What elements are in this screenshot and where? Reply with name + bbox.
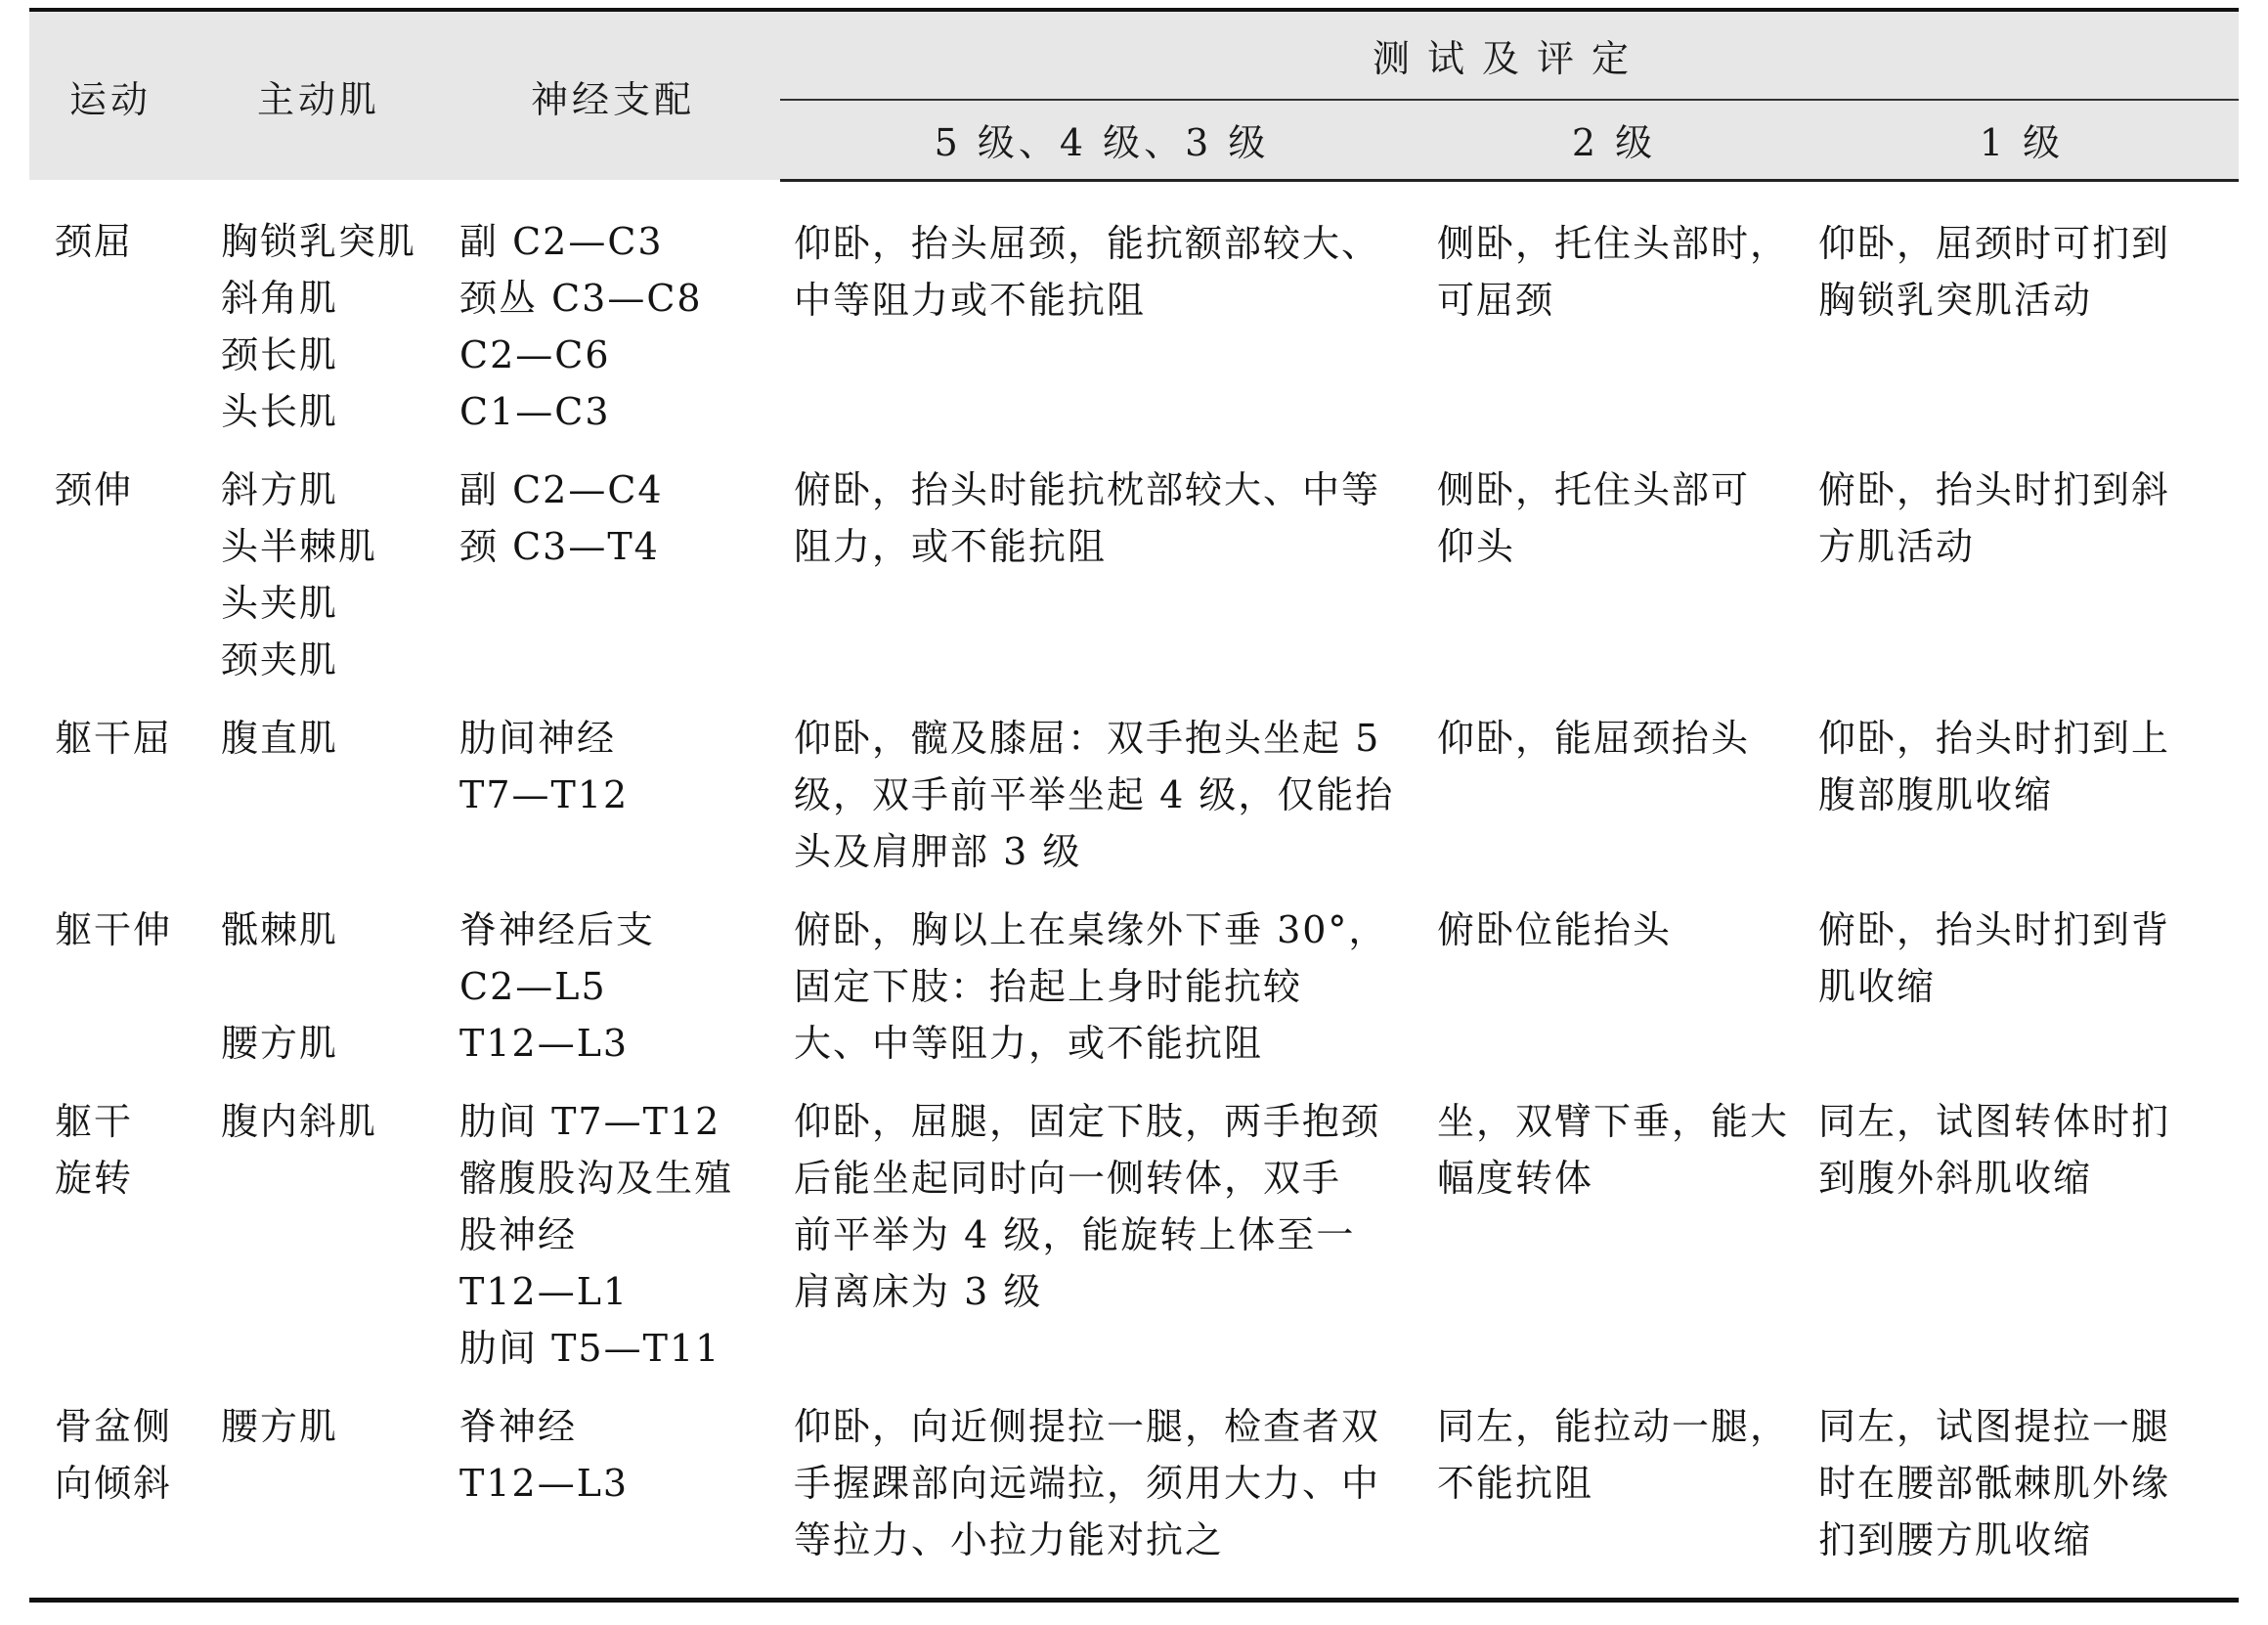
table-row (29, 1093, 2239, 1398)
cell-line: 幅度转体 (1437, 1157, 1594, 1200)
cell-muscle (192, 901, 446, 1093)
table-row (29, 180, 2239, 461)
cell-line: 颈夹肌 (221, 638, 339, 681)
cell-line: 颈屈 (55, 220, 134, 263)
cell-line: 俯卧，抬头时能抗枕部较大、中等 (794, 468, 1381, 511)
cell-line: 仰卧，屈颈时可扪到 (1818, 221, 2171, 265)
cell-line: 等拉力、小拉力能对抗之 (794, 1518, 1225, 1561)
cell-line: 旋转 (55, 1157, 134, 1200)
table-row (29, 1398, 2239, 1601)
cell-line: 腹直肌 (221, 717, 339, 760)
cell-line: 躯干屈 (55, 717, 173, 760)
cell-line: 股神经 (459, 1213, 578, 1256)
table-header (29, 10, 2239, 180)
muscle-test-table (29, 8, 2239, 1603)
cell-line: 头及肩胛部 3 级 (794, 830, 1082, 873)
header-grade-1: 1 级 (1805, 100, 2239, 180)
cell-muscle (192, 461, 446, 710)
cell-muscle (192, 1093, 446, 1398)
header-test-group: 测试及评定 (780, 10, 2239, 100)
header-muscle: 主动肌 (192, 10, 446, 180)
cell-nerve (446, 1398, 780, 1601)
cell-line: 腰方肌 (221, 1405, 339, 1448)
cell-line: 俯卧位能抬头 (1437, 908, 1673, 951)
table-row (29, 710, 2239, 901)
cell-grade-5-4-3 (780, 710, 1423, 901)
cell-line: 向倾斜 (55, 1462, 173, 1505)
cell-line: 斜方肌 (221, 468, 339, 511)
cell-line: 颈 C3—T4 (459, 525, 660, 568)
table-row (29, 461, 2239, 710)
cell-line: 阻力，或不能抗阻 (794, 525, 1108, 568)
cell-line: 侧卧，托住头部时， (1437, 221, 1790, 265)
cell-line: T12—L3 (459, 1022, 630, 1065)
cell-grade-1 (1805, 461, 2239, 710)
cell-line: 仰卧，抬头时扪到上 (1818, 717, 2171, 760)
cell-line: 仰卧，屈腿，固定下肢，两手抱颈 (794, 1100, 1381, 1143)
cell-line: 前平举为 4 级，能旋转上体至一 (794, 1213, 1356, 1256)
cell-line: 肋间 T5—T11 (459, 1327, 721, 1370)
cell-grade-2 (1423, 1093, 1805, 1398)
cell-line: 肋间 T7—T12 (459, 1100, 721, 1143)
table-row (29, 901, 2239, 1093)
cell-motion (29, 180, 192, 461)
cell-line: 头半棘肌 (221, 525, 378, 568)
cell-motion (29, 1398, 192, 1601)
cell-line: 到腹外斜肌收缩 (1818, 1157, 2093, 1200)
cell-line: 扪到腰方肌收缩 (1818, 1518, 2093, 1561)
header-grade-2: 2 级 (1423, 100, 1805, 180)
cell-line: 腰方肌 (221, 1022, 339, 1065)
cell-line: 侧卧，托住头部可 (1437, 468, 1751, 511)
cell-line: 同左，试图提拉一腿 (1818, 1405, 2171, 1448)
cell-line: 颈伸 (55, 468, 134, 511)
cell-grade-5-4-3 (780, 461, 1423, 710)
cell-line: 脊神经后支 (459, 908, 656, 951)
cell-grade-1 (1805, 901, 2239, 1093)
cell-motion (29, 1093, 192, 1398)
cell-grade-5-4-3 (780, 1398, 1423, 1601)
cell-line: 可屈颈 (1437, 278, 1555, 322)
cell-line: 斜角肌 (221, 277, 339, 320)
cell-line: 腹部腹肌收缩 (1818, 773, 2054, 816)
cell-line (221, 958, 436, 1015)
cell-line: 肌收缩 (1818, 965, 1937, 1008)
cell-grade-5-4-3 (780, 901, 1423, 1093)
cell-line: C2—L5 (459, 965, 607, 1008)
cell-grade-1 (1805, 710, 2239, 901)
cell-line: 脊神经 (459, 1405, 578, 1448)
cell-line: 颈丛 C3—C8 (459, 277, 703, 320)
cell-grade-5-4-3 (780, 1093, 1423, 1398)
cell-motion (29, 710, 192, 901)
cell-grade-5-4-3 (780, 180, 1423, 461)
cell-grade-2 (1423, 901, 1805, 1093)
cell-line: 俯卧，胸以上在桌缘外下垂 30°， (794, 908, 1388, 951)
cell-line: 骨盆侧 (55, 1405, 173, 1448)
cell-nerve (446, 901, 780, 1093)
cell-line: 骶棘肌 (221, 908, 339, 951)
cell-line: 副 C2—C4 (459, 468, 664, 511)
cell-line: 躯干 (55, 1100, 134, 1143)
cell-grade-2 (1423, 180, 1805, 461)
cell-line: 头长肌 (221, 390, 339, 433)
header-grade-5-4-3: 5 级、4 级、3 级 (780, 100, 1423, 180)
cell-line: 仰卧，髋及膝屈：双手抱头坐起 5 (794, 717, 1381, 760)
cell-line: 俯卧，抬头时扪到背 (1818, 908, 2171, 951)
cell-line: 时在腰部骶棘肌外缘 (1818, 1462, 2171, 1505)
cell-muscle (192, 180, 446, 461)
cell-nerve (446, 180, 780, 461)
cell-line: 方肌活动 (1818, 525, 1976, 568)
cell-line: C1—C3 (459, 390, 611, 433)
cell-line: C2—C6 (459, 333, 611, 376)
cell-line: 大、中等阻力，或不能抗阻 (794, 1022, 1264, 1065)
cell-line: 肋间神经 (459, 717, 617, 760)
cell-grade-2 (1423, 461, 1805, 710)
cell-line: 仰卧，能屈颈抬头 (1437, 717, 1751, 760)
cell-line: 髂腹股沟及生殖 (459, 1157, 734, 1200)
cell-line: 后能坐起同时向一侧转体，双手 (794, 1157, 1342, 1200)
cell-line: 颈长肌 (221, 333, 339, 376)
cell-line: 级，双手前平举坐起 4 级，仅能抬 (794, 773, 1395, 816)
cell-line: 手握踝部向远端拉，须用大力、中 (794, 1462, 1381, 1505)
cell-line: 固定下肢：抬起上身时能抗较 (794, 965, 1303, 1008)
cell-line: 不能抗阻 (1437, 1462, 1594, 1505)
table-body (29, 180, 2239, 1601)
cell-line: T12—L1 (459, 1270, 630, 1313)
muscle-test-table-container (29, 8, 2239, 1603)
cell-line: 仰卧，抬头屈颈，能抗额部较大、 (794, 221, 1381, 265)
cell-grade-2 (1423, 710, 1805, 901)
cell-grade-1 (1805, 180, 2239, 461)
cell-motion (29, 901, 192, 1093)
cell-grade-1 (1805, 1093, 2239, 1398)
cell-line: 躯干伸 (55, 908, 173, 951)
cell-line: 副 C2—C3 (459, 220, 664, 263)
cell-line: 仰头 (1437, 525, 1516, 568)
cell-line: 肩离床为 3 级 (794, 1270, 1043, 1313)
cell-line: 同左，能拉动一腿， (1437, 1405, 1790, 1448)
cell-line: 胸锁乳突肌活动 (1818, 278, 2093, 322)
cell-line: T12—L3 (459, 1462, 630, 1505)
cell-grade-2 (1423, 1398, 1805, 1601)
cell-line: 俯卧，抬头时扪到斜 (1818, 468, 2171, 511)
cell-muscle (192, 710, 446, 901)
cell-line: T7—T12 (459, 773, 630, 816)
cell-muscle (192, 1398, 446, 1601)
cell-motion (29, 461, 192, 710)
cell-line: 胸锁乳突肌 (221, 220, 417, 263)
cell-nerve (446, 461, 780, 710)
cell-line: 中等阻力或不能抗阻 (794, 278, 1147, 322)
cell-nerve (446, 710, 780, 901)
cell-line: 仰卧，向近侧提拉一腿，检查者双 (794, 1405, 1381, 1448)
header-nerve: 神经支配 (446, 10, 780, 180)
cell-grade-1 (1805, 1398, 2239, 1601)
cell-line: 头夹肌 (221, 582, 339, 625)
cell-line: 坐，双臂下垂，能大 (1437, 1100, 1790, 1143)
cell-line: 腹内斜肌 (221, 1100, 378, 1143)
header-motion: 运动 (29, 10, 192, 180)
cell-line: 同左，试图转体时扪 (1818, 1100, 2171, 1143)
cell-nerve (446, 1093, 780, 1398)
